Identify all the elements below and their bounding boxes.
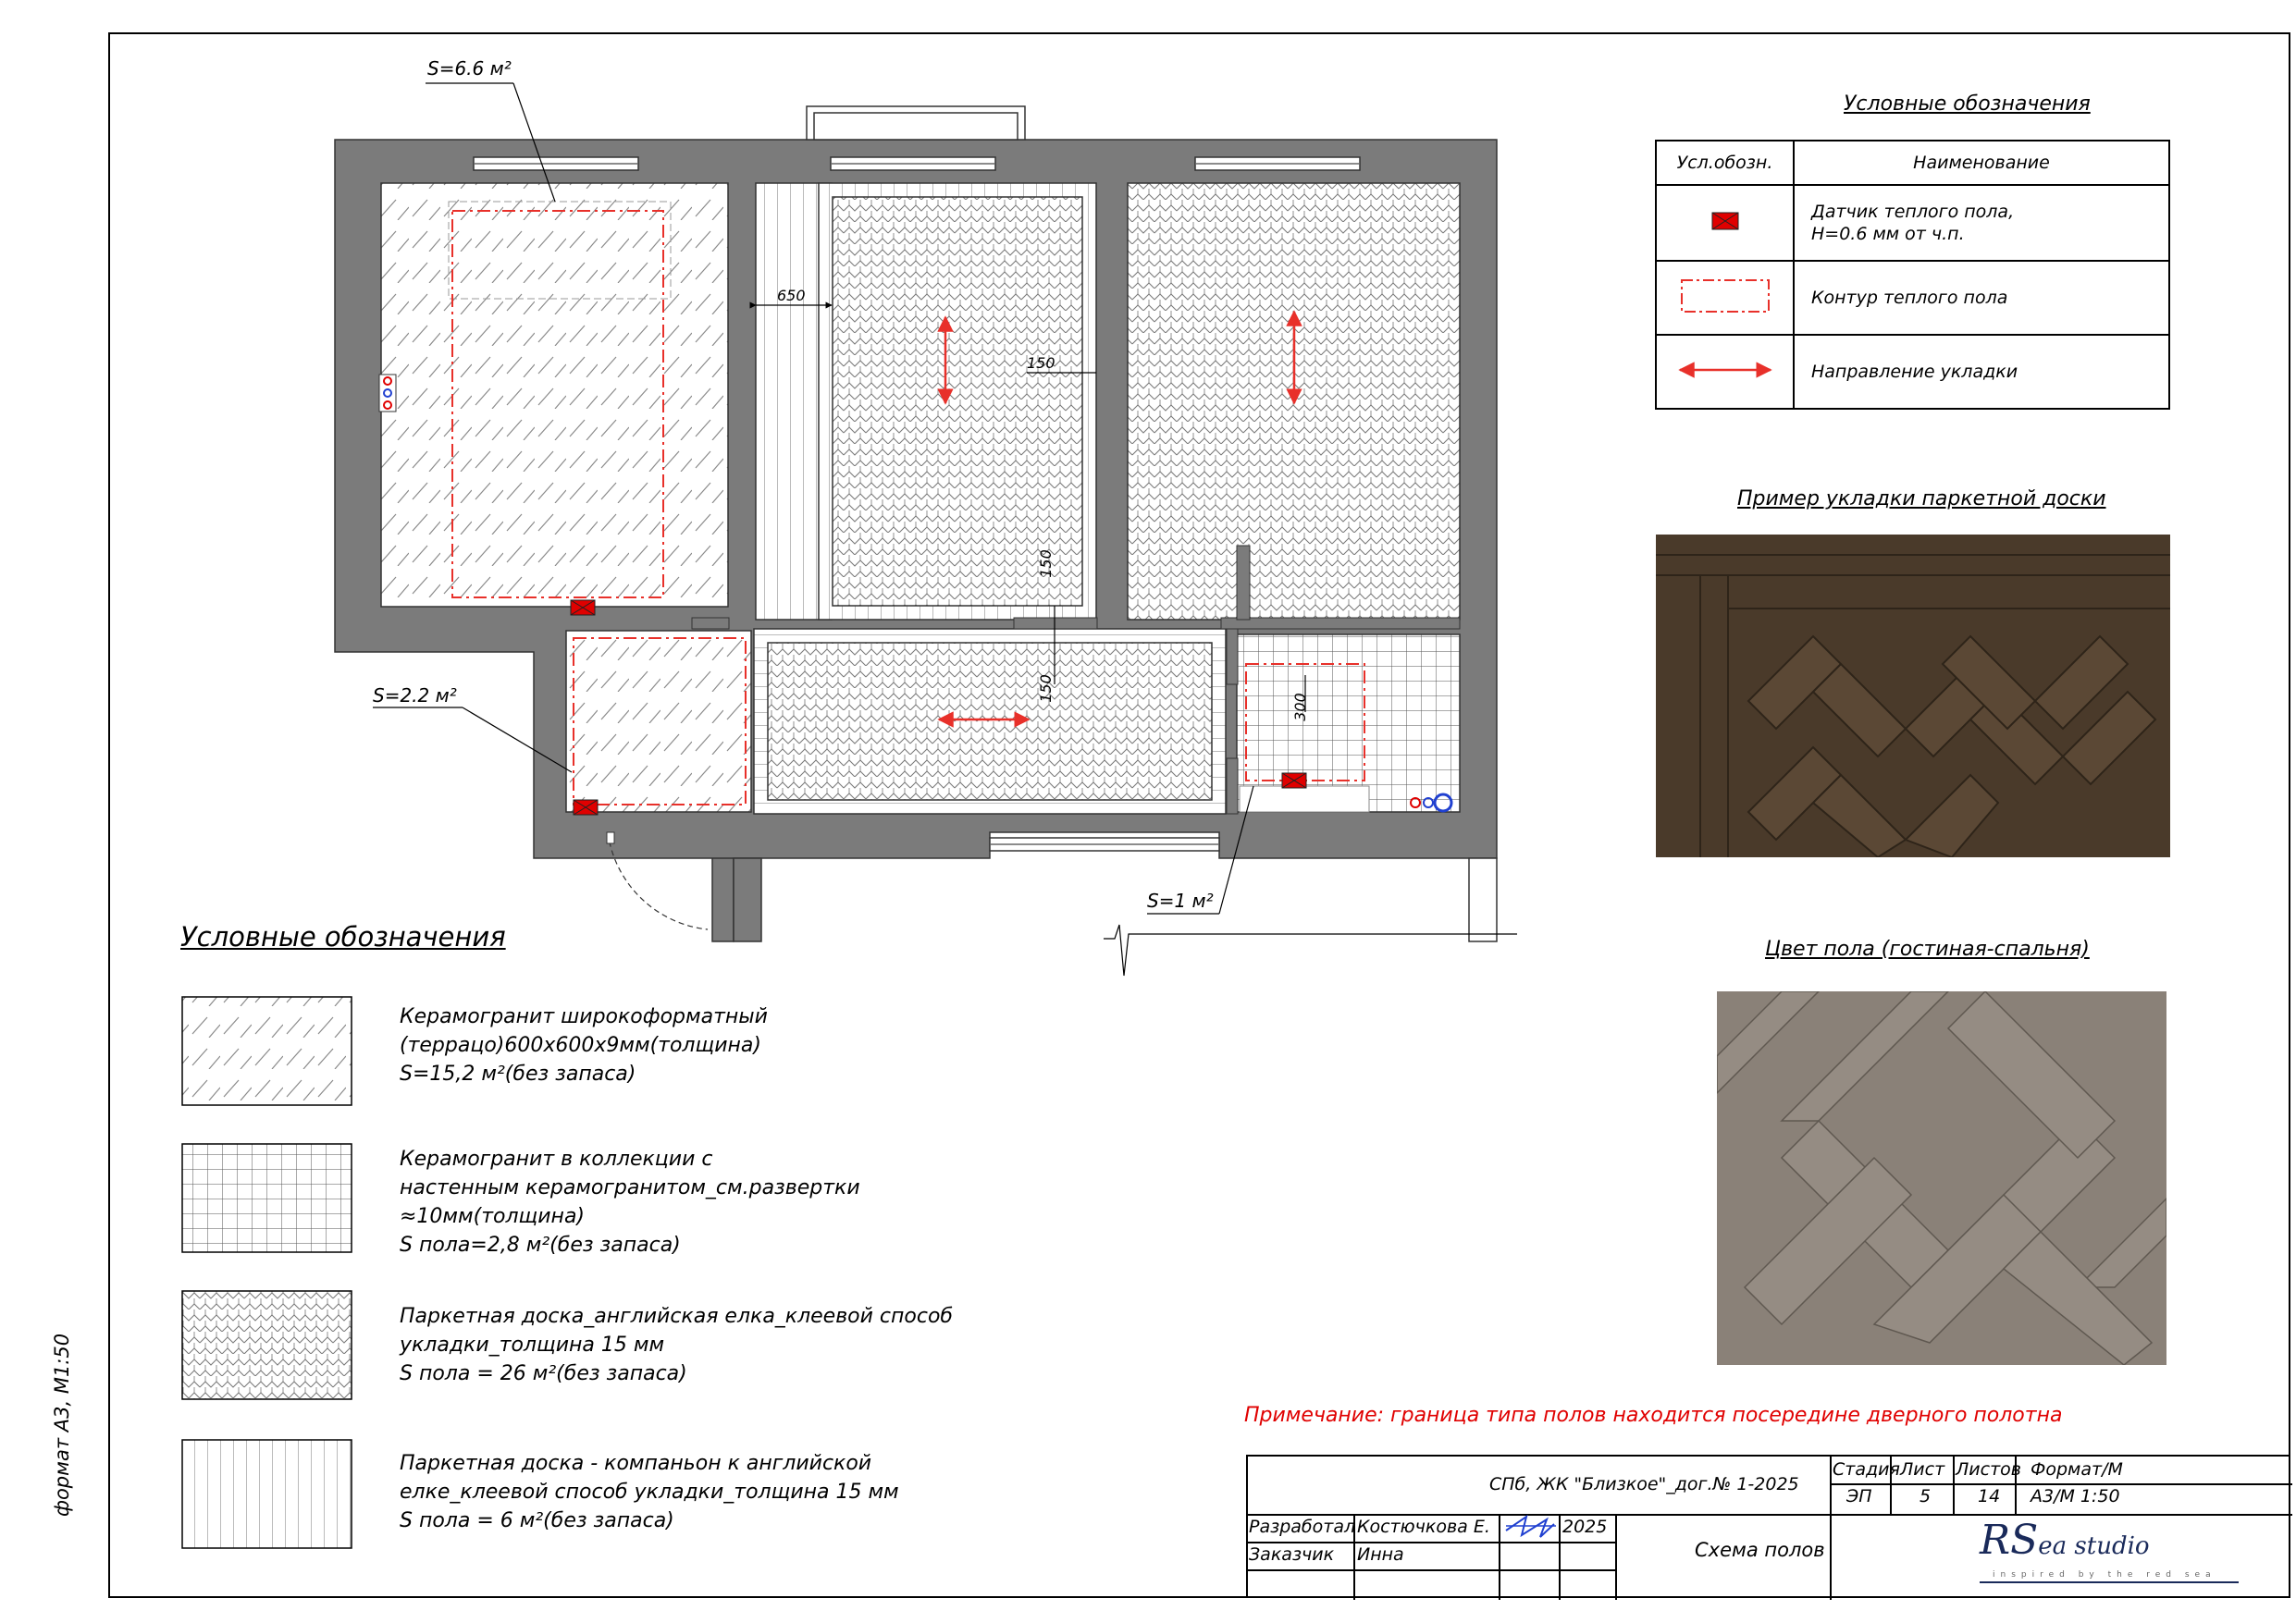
stage-label: Стадия [1833,1459,1900,1480]
drawing-title: Схема полов [1695,1539,1825,1561]
room-living [833,197,1082,606]
legend-row-direction: Направление укладки [1794,335,2169,409]
legend-item-terrazzo: Керамогранит широкоформатный (террацо)600х600х9мм(толщина) S=15,2 м²(без запаса) [400,1005,768,1086]
logo: RSea studio inspired by the red sea [1980,1517,2248,1591]
legend-header-name: Наименование [1794,141,2169,185]
legend-bottom-title: Условные обозначения [180,921,506,953]
dim-150-a: 150 [1027,354,1055,372]
legend-header-symbol: Усл.обозн. [1656,141,1794,185]
dim-150-b: 150 [1036,549,1055,578]
legend-row-sensor-line2: Н=0.6 мм от ч.п. [1811,224,1965,244]
double-arrow-icon [1656,335,1794,409]
legend-item-companion: Паркетная доска - компаньон к английской елке_клеевой способ укладки_толщина 15 мм S пола = 6 м²(без запаса) [400,1452,899,1532]
legend-item-herringbone: Паркетная доска_английская елка_клеевой способ укладки_толщина 15 мм S пола = 26 м²(без запаса) [400,1305,953,1385]
customer-label: Заказчик [1249,1544,1335,1565]
parquet-example-title: Пример укладки паркетной доски [1737,487,2106,510]
sheets-label: Листов [1956,1459,2021,1480]
legend-row-contour: Контур теплого пола [1794,261,2169,335]
floor-boundary-note: Примечание: граница типа полов находится посередине дверного полотна [1244,1404,2063,1427]
legend-top-table [1655,140,2170,410]
floor-color-photo [1717,991,2166,1365]
stage-value: ЭП [1846,1486,1872,1506]
floor-color-title: Цвет пола (гостиная-спальня) [1765,938,2090,961]
format-value: А3/М 1:50 [2031,1486,2120,1506]
legend-item-tile: Керамогранит в коллекции с настенным керамогранитом_см.развертки ≈10мм(толщина) S пола=2,8 м²(без запаса) [400,1148,860,1257]
dim-650: 650 [777,287,806,304]
format-label: Формат/М [2031,1459,2123,1480]
room-hall [566,631,751,812]
area-label-kitchen: S=6.6 м² [427,57,512,80]
project-title: СПб, ЖК "Близкое"_дог.№ 1-2025 [1489,1474,1799,1494]
sheets-value: 14 [1978,1486,2001,1506]
developer-name: Костючкова Е. [1357,1517,1490,1537]
dim-300: 300 [1290,693,1309,721]
sheet-format-label: формат А3, М1:50 [51,1333,73,1517]
parquet-example-photo [1656,535,2170,857]
room-corridor [768,643,1212,800]
dashed-contour-icon [1656,261,1794,335]
year-value: 2025 [1562,1517,1608,1537]
area-label-bathroom: S=1 м² [1147,890,1214,912]
developed-label: Разработал [1249,1517,1356,1537]
legend-row-sensor-line1: Датчик теплого пола, [1811,202,2015,222]
room-kitchen [381,183,728,607]
sensor-icon [1656,185,1794,261]
legend-top-title: Условные обозначения [1844,92,2091,116]
sheet-value: 5 [1920,1486,1932,1506]
room-bathroom [1237,634,1460,812]
customer-name: Инна [1357,1544,1404,1565]
dim-150-c: 150 [1036,674,1055,703]
sheet-label: Лист [1900,1459,1945,1480]
area-label-hall: S=2.2 м² [373,684,457,707]
